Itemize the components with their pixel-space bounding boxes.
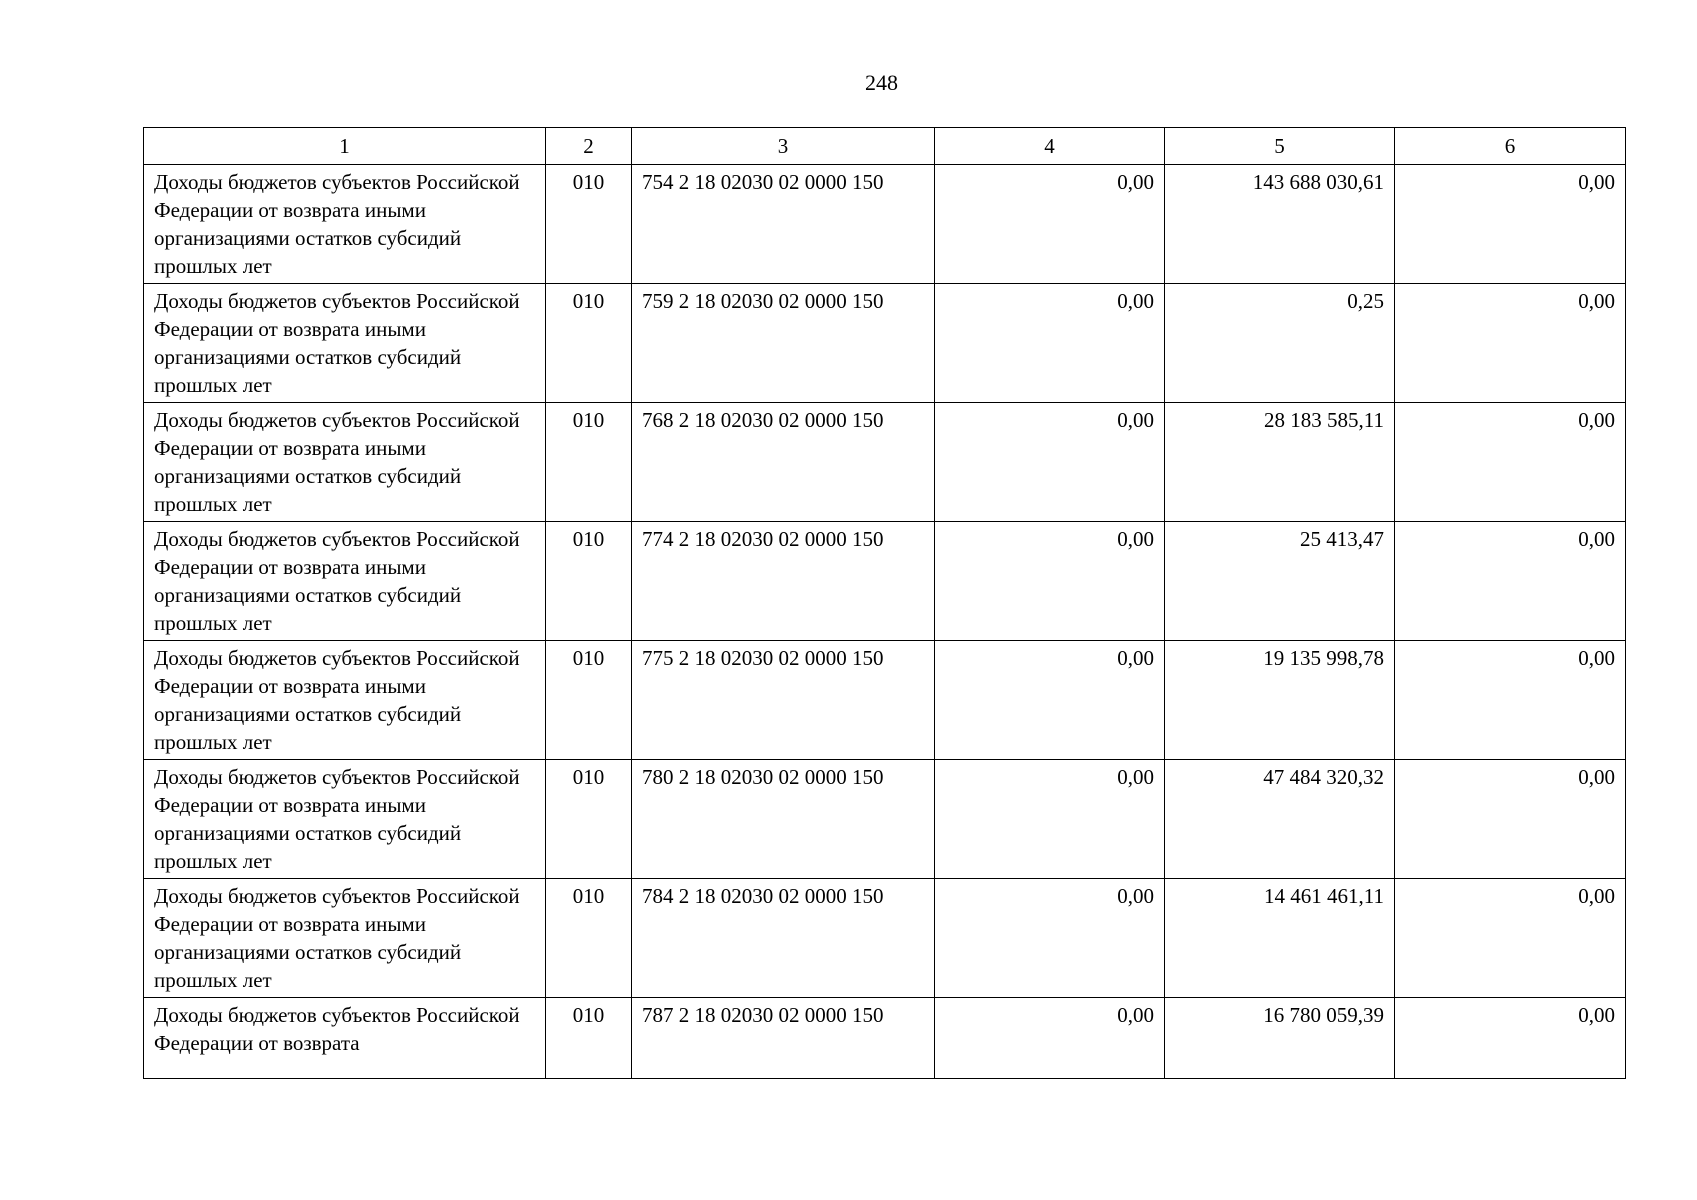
table-header-row	[144, 128, 1626, 165]
column-5-value-cell: 47 484 320,32	[1165, 760, 1395, 879]
revenue-name-cell: Доходы бюджетов субъектов Российской Федерации от возврата иными организациями остатков субсидий прошлых лет	[144, 403, 546, 522]
revenue-name-cell: Доходы бюджетов субъектов Российской Федерации от возврата иными организациями остатков субсидий прошлых лет	[144, 760, 546, 879]
table-row	[144, 879, 1626, 998]
column-5-value-cell: 16 780 059,39	[1165, 998, 1395, 1079]
column-5-value-cell: 143 688 030,61	[1165, 165, 1395, 284]
column-6-value-cell: 0,00	[1395, 641, 1626, 760]
column-header-1: 1	[144, 128, 546, 165]
revenue-name-cell: Доходы бюджетов субъектов Российской Федерации от возврата иными организациями остатков субсидий прошлых лет	[144, 165, 546, 284]
revenue-name-cell: Доходы бюджетов субъектов Российской Федерации от возврата	[144, 998, 546, 1079]
column-4-value-cell: 0,00	[935, 165, 1165, 284]
budget-classification-code-cell: 759 2 18 02030 02 0000 150	[632, 284, 935, 403]
page-number: 248	[865, 70, 898, 95]
column-6-value-cell: 0,00	[1395, 998, 1626, 1079]
column-header-4: 4	[935, 128, 1165, 165]
column-5-value-cell: 14 461 461,11	[1165, 879, 1395, 998]
column-4-value-cell: 0,00	[935, 522, 1165, 641]
column-5-value-cell: 28 183 585,11	[1165, 403, 1395, 522]
budget-classification-code-cell: 780 2 18 02030 02 0000 150	[632, 760, 935, 879]
column-header-3: 3	[632, 128, 935, 165]
line-code-cell: 010	[546, 284, 632, 403]
budget-classification-code-cell: 775 2 18 02030 02 0000 150	[632, 641, 935, 760]
column-4-value-cell: 0,00	[935, 284, 1165, 403]
table-row	[144, 998, 1626, 1079]
revenue-name-cell: Доходы бюджетов субъектов Российской Федерации от возврата иными организациями остатков субсидий прошлых лет	[144, 522, 546, 641]
column-4-value-cell: 0,00	[935, 760, 1165, 879]
budget-classification-code-cell: 784 2 18 02030 02 0000 150	[632, 879, 935, 998]
column-header-6: 6	[1395, 128, 1626, 165]
table-row	[144, 641, 1626, 760]
budget-classification-code-cell: 787 2 18 02030 02 0000 150	[632, 998, 935, 1079]
column-header-5: 5	[1165, 128, 1395, 165]
column-4-value-cell: 0,00	[935, 403, 1165, 522]
column-6-value-cell: 0,00	[1395, 522, 1626, 641]
column-6-value-cell: 0,00	[1395, 760, 1626, 879]
budget-revenue-table	[143, 127, 1626, 1079]
column-5-value-cell: 0,25	[1165, 284, 1395, 403]
column-6-value-cell: 0,00	[1395, 403, 1626, 522]
table-row	[144, 403, 1626, 522]
column-4-value-cell: 0,00	[935, 998, 1165, 1079]
budget-classification-code-cell: 774 2 18 02030 02 0000 150	[632, 522, 935, 641]
line-code-cell: 010	[546, 522, 632, 641]
line-code-cell: 010	[546, 760, 632, 879]
column-4-value-cell: 0,00	[935, 641, 1165, 760]
line-code-cell: 010	[546, 641, 632, 760]
table-row	[144, 165, 1626, 284]
line-code-cell: 010	[546, 403, 632, 522]
table-row	[144, 760, 1626, 879]
column-6-value-cell: 0,00	[1395, 879, 1626, 998]
column-5-value-cell: 25 413,47	[1165, 522, 1395, 641]
line-code-cell: 010	[546, 165, 632, 284]
table-row	[144, 522, 1626, 641]
column-6-value-cell: 0,00	[1395, 284, 1626, 403]
column-5-value-cell: 19 135 998,78	[1165, 641, 1395, 760]
budget-classification-code-cell: 754 2 18 02030 02 0000 150	[632, 165, 935, 284]
budget-classification-code-cell: 768 2 18 02030 02 0000 150	[632, 403, 935, 522]
revenue-name-cell: Доходы бюджетов субъектов Российской Федерации от возврата иными организациями остатков субсидий прошлых лет	[144, 879, 546, 998]
revenue-name-cell: Доходы бюджетов субъектов Российской Федерации от возврата иными организациями остатков субсидий прошлых лет	[144, 641, 546, 760]
table-row	[144, 284, 1626, 403]
line-code-cell: 010	[546, 998, 632, 1079]
line-code-cell: 010	[546, 879, 632, 998]
column-6-value-cell: 0,00	[1395, 165, 1626, 284]
revenue-name-cell: Доходы бюджетов субъектов Российской Федерации от возврата иными организациями остатков субсидий прошлых лет	[144, 284, 546, 403]
column-header-2: 2	[546, 128, 632, 165]
column-4-value-cell: 0,00	[935, 879, 1165, 998]
